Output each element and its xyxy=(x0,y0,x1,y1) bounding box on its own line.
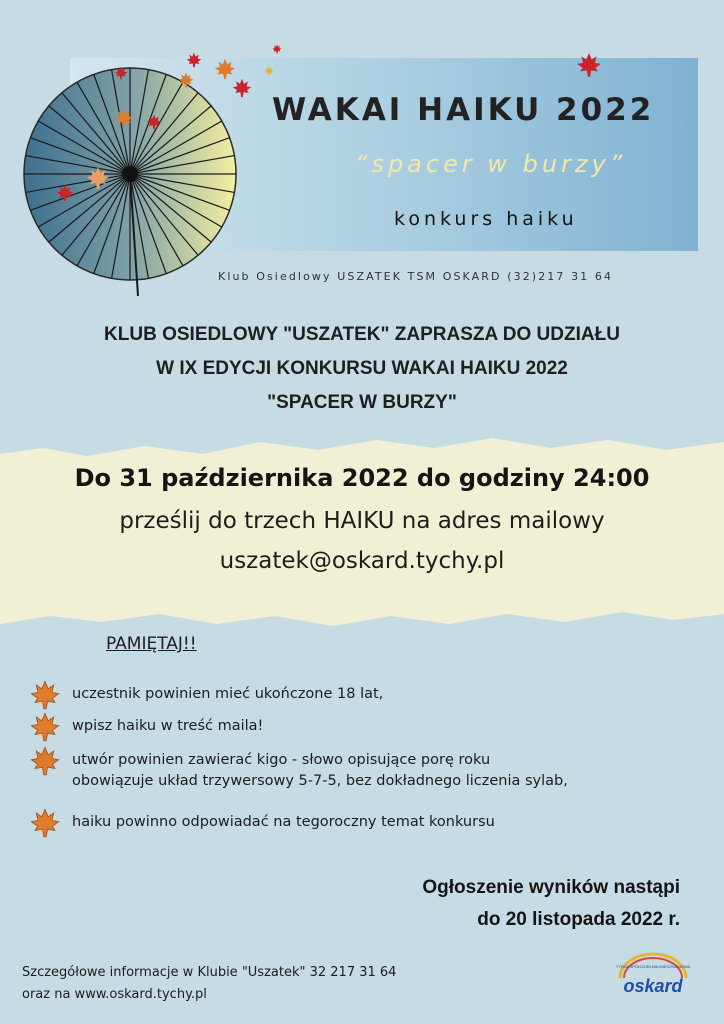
invitation-text xyxy=(30,318,694,420)
rule-text-line: utwór powinien zawierać kigo - słowo opisujące porę roku xyxy=(72,752,491,768)
maple-leaf-icon xyxy=(114,108,134,128)
club-contact-line: Klub Osiedlowy USZATEK TSM OSKARD (32)217 31 64 xyxy=(218,270,614,283)
oskard-logo xyxy=(612,948,694,1000)
maple-leaf-icon xyxy=(232,78,252,98)
results-announcement xyxy=(422,872,680,936)
invitation-line-1: KLUB OSIEDLOWY "USZATEK" ZAPRASZA DO UDZIAŁU xyxy=(104,324,620,345)
logo-brand-text: oskard xyxy=(623,976,683,996)
invitation-line-3: "SPACER W BURZY" xyxy=(267,392,457,413)
contact-email: uszatek@oskard.tychy.pl xyxy=(219,548,505,574)
event-kind: konkurs haiku xyxy=(394,208,578,230)
maple-leaf-icon xyxy=(56,184,74,202)
details-footer xyxy=(22,962,542,1006)
send-instruction: prześlij do trzech HAIKU na adres mailowy xyxy=(119,508,605,534)
maple-leaf-icon xyxy=(30,746,60,776)
maple-leaf-icon xyxy=(186,52,202,68)
maple-leaf-icon xyxy=(86,166,110,190)
invitation-line-2: W IX EDYCJI KONKURSU WAKAI HAIKU 2022 xyxy=(156,358,568,379)
details-line-2: oraz na www.oskard.tychy.pl xyxy=(22,987,207,1002)
maple-leaf-icon xyxy=(272,44,282,54)
maple-leaf-icon xyxy=(178,72,194,88)
maple-leaf-icon xyxy=(214,58,236,80)
deadline-date: Do 31 października 2022 do godziny 24:00 xyxy=(74,464,650,492)
event-subtitle: “spacer w burzy” xyxy=(355,150,627,178)
rule-text: haiku powinno odpowiadać na tegoroczny temat konkursu xyxy=(72,814,495,830)
rule-text-line: obowiązuje układ trzywersowy 5-7-5, bez dokładnego liczenia sylab, xyxy=(72,773,568,789)
maple-leaf-icon xyxy=(264,66,274,76)
rule-text: wpisz haiku w treść maila! xyxy=(72,718,264,734)
results-line-1: Ogłoszenie wyników nastąpi xyxy=(422,877,680,898)
results-line-2: do 20 listopada 2022 r. xyxy=(477,909,680,930)
maple-leaf-icon xyxy=(146,114,162,130)
maple-leaf-icon xyxy=(30,712,60,742)
maple-leaf-icon xyxy=(576,52,602,78)
logo-top-text: TYSKA SPÓŁDZIELNIA MIESZKANIOWA xyxy=(615,964,691,969)
details-line-1: Szczegółowe informacje w Klubie "Uszatek" 32 217 31 64 xyxy=(22,965,397,980)
event-title: WAKAI HAIKU 2022 xyxy=(272,92,655,128)
maple-leaf-icon xyxy=(114,66,128,80)
maple-leaf-icon xyxy=(30,680,60,710)
rule-text: uczestnik powinien mieć ukończone 18 lat, xyxy=(72,686,384,702)
maple-leaf-icon xyxy=(30,808,60,838)
rules-heading: PAMIĘTAJ!! xyxy=(106,634,197,654)
rule-text xyxy=(72,750,712,792)
